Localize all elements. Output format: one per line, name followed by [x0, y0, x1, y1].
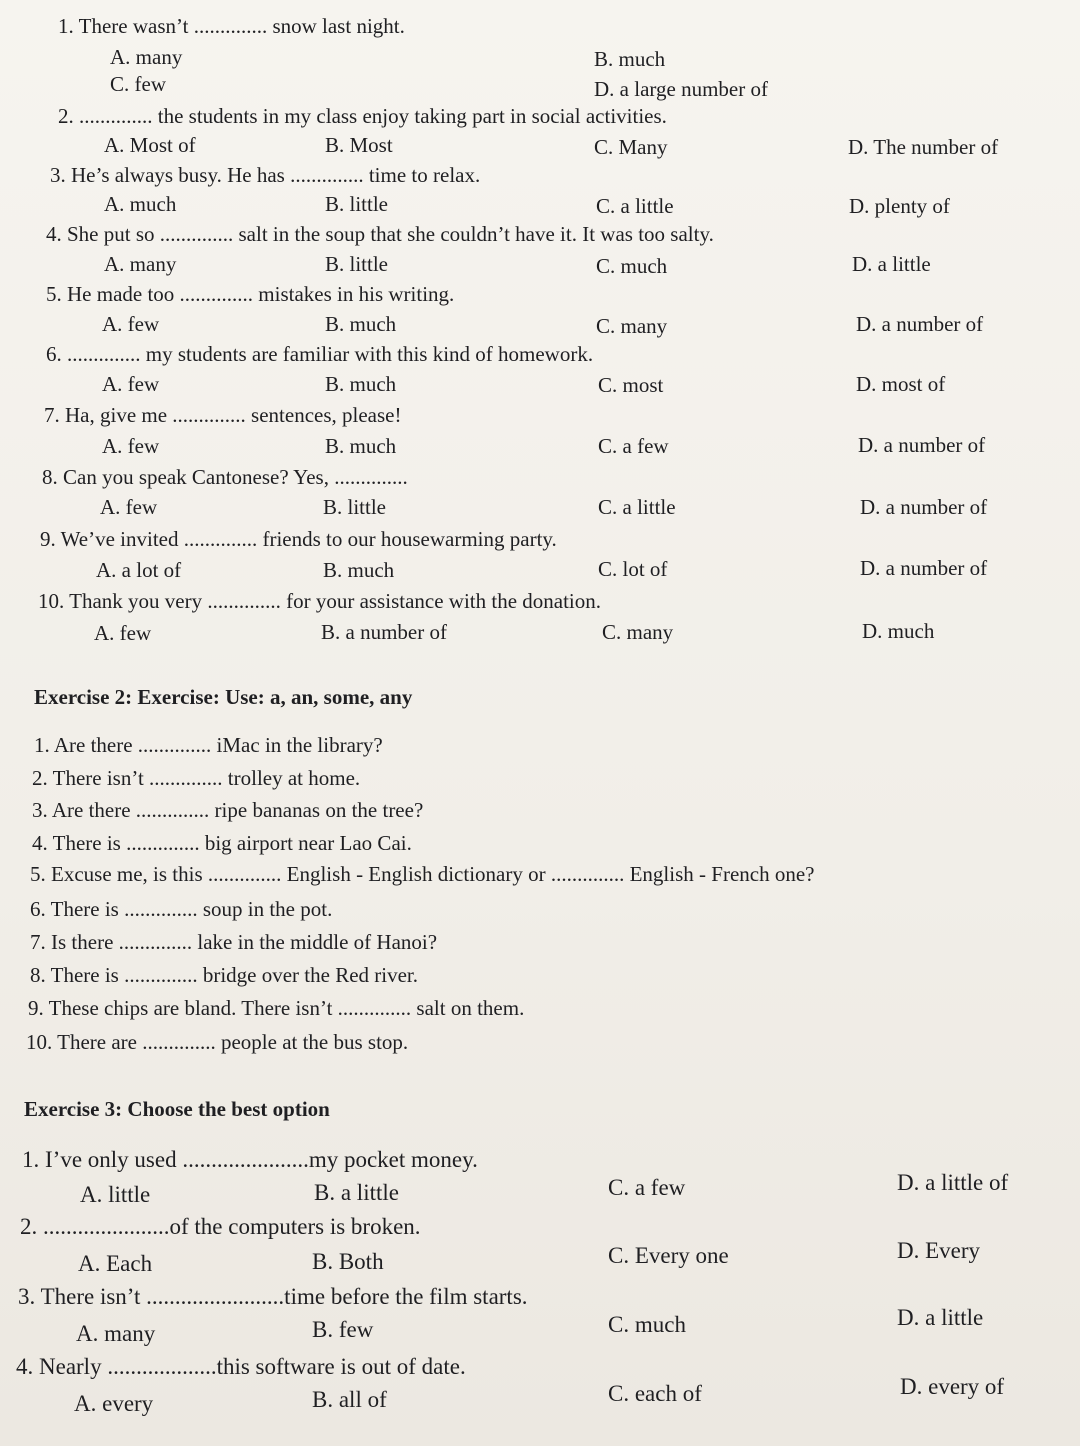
- question-text: 7. Ha, give me .............. sentences, please!: [44, 403, 402, 427]
- exercise-2-item: 9. These chips are bland. There isn’t .............. salt on them.: [28, 996, 525, 1020]
- question-text: 3. There isn’t ........................time before the film starts.: [18, 1284, 528, 1309]
- option-a: A. a lot of: [96, 558, 182, 582]
- exercise-2-item: 10. There are .............. people at the bus stop.: [26, 1030, 409, 1054]
- option-b: B. much: [325, 434, 397, 458]
- option-a: A. Most of: [104, 133, 196, 157]
- exercise-2-item: 7. Is there .............. lake in the middle of Hanoi?: [30, 930, 438, 954]
- option-b: B. few: [312, 1317, 374, 1342]
- option-b: B. little: [325, 252, 388, 276]
- option-b: B. much: [325, 372, 397, 396]
- option-b: B. little: [323, 495, 386, 519]
- option-d: D. a number of: [860, 495, 988, 519]
- option-a: A. few: [100, 495, 158, 519]
- option-c: C. a little: [598, 495, 676, 519]
- option-a: A. much: [104, 192, 177, 216]
- option-d: D. a large number of: [594, 77, 768, 101]
- option-d: D. a number of: [858, 433, 986, 457]
- option-a: A. many: [104, 252, 177, 276]
- option-c: C. many: [602, 620, 674, 644]
- question-text: 5. He made too .............. mistakes in his writing.: [46, 282, 455, 306]
- option-c: C. much: [608, 1312, 686, 1337]
- question-text: 4. Nearly ...................this software is out of date.: [16, 1354, 466, 1379]
- option-a: A. Each: [78, 1251, 153, 1276]
- option-d: D. plenty of: [849, 194, 950, 218]
- option-c: C. most: [598, 373, 664, 397]
- exercise-2-item: 4. There is .............. big airport near Lao Cai.: [32, 831, 412, 855]
- question-text: 6. .............. my students are familiar with this kind of homework.: [46, 342, 594, 366]
- option-a: A. little: [80, 1182, 151, 1207]
- option-a: A. few: [102, 434, 160, 458]
- option-c: C. many: [596, 314, 668, 338]
- exercise-2-title: Exercise 2: Exercise: Use: a, an, some, any: [34, 685, 413, 709]
- question-text: 2. ......................of the computers is broken.: [20, 1214, 421, 1239]
- option-b: B. much: [323, 558, 395, 582]
- option-d: D. The number of: [848, 135, 999, 159]
- option-c: C. each of: [608, 1381, 702, 1406]
- option-a: A. few: [102, 372, 160, 396]
- question-text: 1. There wasn’t .............. snow last night.: [58, 14, 405, 38]
- question-text: 10. Thank you very .............. for your assistance with the donation.: [38, 589, 602, 613]
- option-d: D. a little: [897, 1305, 984, 1330]
- option-d: D. a little: [852, 252, 931, 276]
- exercise-2-item: 1. Are there .............. iMac in the library?: [34, 733, 383, 757]
- option-b: B. Both: [312, 1249, 384, 1274]
- question-text: 4. She put so .............. salt in the soup that she couldn’t have it. It was too salty.: [46, 222, 714, 246]
- question-text: 3. He’s always busy. He has .............. time to relax.: [50, 163, 481, 187]
- option-c: C. a little: [596, 194, 674, 218]
- option-c: C. Every one: [608, 1243, 729, 1268]
- option-b: B. all of: [312, 1387, 387, 1412]
- option-a: A. few: [102, 312, 160, 336]
- option-c: C. a few: [608, 1175, 686, 1200]
- question-text: 8. Can you speak Cantonese? Yes, ..............: [42, 465, 408, 489]
- option-b: B. a little: [314, 1180, 399, 1205]
- question-text: 9. We’ve invited .............. friends to our housewarming party.: [40, 527, 557, 551]
- exercise-3-title: Exercise 3: Choose the best option: [24, 1097, 330, 1121]
- option-d: D. Every: [897, 1238, 981, 1263]
- option-d: D. a number of: [856, 312, 984, 336]
- exercise-2-item: 5. Excuse me, is this .............. English - English dictionary or .............. English - French one?: [30, 862, 815, 886]
- question-text: 2. .............. the students in my class enjoy taking part in social activities.: [58, 104, 667, 128]
- option-d: D. every of: [900, 1374, 1005, 1399]
- option-b: B. much: [594, 47, 666, 71]
- option-b: B. a number of: [321, 620, 447, 644]
- exercise-2-item: 3. Are there .............. ripe bananas on the tree?: [32, 798, 424, 822]
- option-d: D. a little of: [897, 1170, 1009, 1195]
- option-c: C. a few: [598, 434, 669, 458]
- option-c: C. few: [110, 72, 166, 96]
- exercise-2-item: 8. There is .............. bridge over the Red river.: [30, 963, 419, 987]
- option-a: A. many: [76, 1321, 156, 1346]
- exercise-2-item: 2. There isn’t .............. trolley at home.: [32, 766, 361, 790]
- option-c: C. lot of: [598, 557, 668, 581]
- option-a: A. every: [74, 1391, 154, 1416]
- option-d: D. most of: [856, 372, 946, 396]
- option-b: B. little: [325, 192, 388, 216]
- question-text: 1. I’ve only used ......................my pocket money.: [22, 1147, 478, 1172]
- option-a: A. many: [110, 45, 183, 69]
- option-c: C. Many: [594, 135, 668, 159]
- option-b: B. much: [325, 312, 397, 336]
- option-a: A. few: [94, 621, 152, 645]
- option-b: B. Most: [325, 133, 393, 157]
- option-d: D. a number of: [860, 556, 988, 580]
- option-c: C. much: [596, 254, 668, 278]
- exercise-2-item: 6. There is .............. soup in the pot.: [30, 897, 333, 921]
- option-d: D. much: [862, 619, 935, 643]
